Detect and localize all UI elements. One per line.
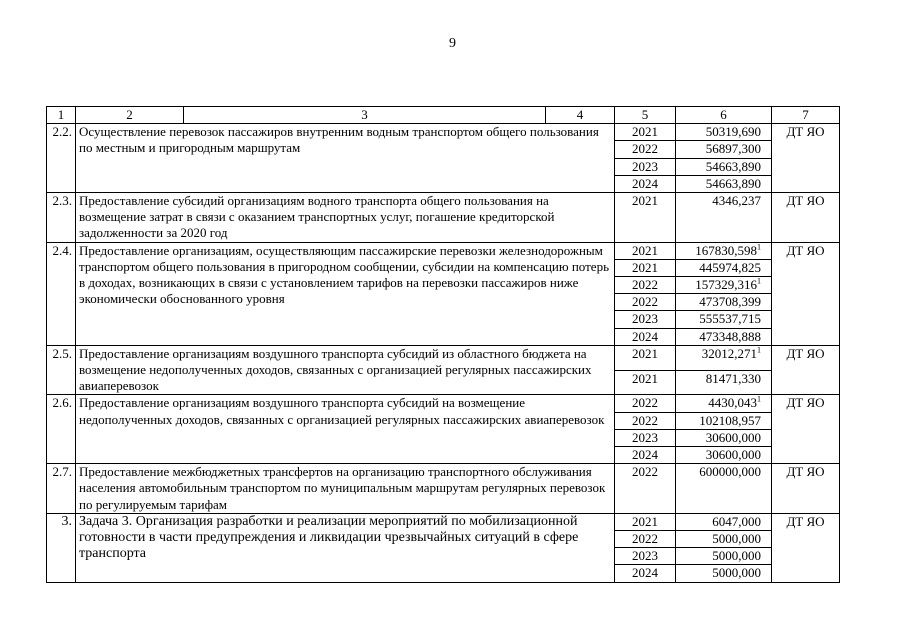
year-cell: 2021 [615,124,676,141]
amount-value: 102108,957 [699,412,761,428]
amount-cell [676,429,772,446]
amount-value: 5000,000 [712,531,761,547]
col-header: 4 [546,107,615,124]
table-row [47,345,840,370]
amount-cell [676,513,772,530]
table-row [47,395,840,412]
amount-cell [676,412,772,429]
row-description: Задача 3. Организация разработки и реализации мероприятий по мобилизационной готовности в части предупреждения и ликвидации чрезвычайных ситуаций в сфере транспорта [76,513,615,582]
amount-value: 4430,043 [708,395,757,411]
year-cell: 2023 [615,548,676,565]
year-cell: 2022 [615,531,676,548]
row-number: 2.6. [47,395,76,464]
table-row [47,124,840,141]
row-description: Осуществление перевозок пассажиров внутренним водным транспортом общего пользования по местным и пригородным маршрутам [76,124,615,193]
table-row [47,513,840,530]
amount-value: 4346,237 [712,193,761,209]
year-cell: 2022 [615,412,676,429]
col-header: 5 [615,107,676,124]
amount-cell [676,548,772,565]
amount-cell [676,565,772,582]
row-number: 2.2. [47,124,76,193]
table-row [47,464,840,514]
footnote-mark: 1 [757,395,761,405]
amount-cell [676,242,772,259]
footnote-mark: 1 [757,242,761,252]
amount-value: 54663,890 [705,175,761,191]
year-cell: 2021 [615,242,676,259]
responsible-org: ДТ ЯО [772,345,840,395]
amount-value: 5000,000 [712,548,761,564]
year-cell: 2022 [615,395,676,412]
amount-value: 30600,000 [705,429,761,445]
col-header: 7 [772,107,840,124]
amount-cell [676,395,772,412]
year-cell: 2022 [615,141,676,158]
col-header: 2 [76,107,184,124]
year-cell: 2024 [615,565,676,582]
amount-value: 50319,690 [705,124,761,140]
amount-cell [676,259,772,276]
col-header: 1 [47,107,76,124]
year-cell: 2022 [615,277,676,294]
footnote-mark: 1 [757,276,761,286]
amount-cell [676,158,772,175]
row-description: Предоставление межбюджетных трансфертов на организацию транспортного обслуживания населения автомобильным транспортом по муниципальным маршрутам регулярных перевозок по регулируемым тарифам [76,464,615,514]
year-cell: 2022 [615,464,676,514]
responsible-org: ДТ ЯО [772,242,840,345]
amount-cell [676,328,772,345]
amount-cell [676,370,772,395]
row-description: Предоставление субсидий организациям водного транспорта общего пользования на возмещение затрат в связи с оказанием транспортных услуг, погашение кредиторской задолженности за 2020 год [76,193,615,243]
amount-cell [676,277,772,294]
amount-value: 81471,330 [705,370,761,386]
header-row [47,107,840,124]
amount-cell [676,175,772,192]
row-description: Предоставление организациям воздушного транспорта субсидий из областного бюджета на возмещение недополученных доходов, связанных с организацией регулярных пассажирских авиаперевозок [76,345,615,395]
row-number: 3. [47,513,76,582]
amount-value: 30600,000 [705,447,761,463]
amount-cell [676,193,772,243]
responsible-org: ДТ ЯО [772,193,840,243]
amount-value: 6047,000 [712,513,761,529]
amount-value: 54663,890 [705,158,761,174]
row-description: Предоставление организациям воздушного транспорта субсидий на возмещение недополученных доходов, связанных с организацией регулярных пассажирских авиаперевозок [76,395,615,464]
year-cell: 2022 [615,294,676,311]
amount-value: 157329,316 [695,277,757,293]
year-cell: 2024 [615,175,676,192]
amount-value: 473348,888 [699,328,761,344]
year-cell: 2023 [615,158,676,175]
year-cell: 2021 [615,370,676,395]
year-cell: 2023 [615,429,676,446]
row-description: Предоставление организациям, осуществляющим пассажирские перевозки железнодорожным транспортом общего пользования в пригородном сообщении, субсидии на компенсацию потерь в доходах, возникающих в связи с установлением тарифов на перевозки пассажиров ниже экономически обоснованного уровня [76,242,615,345]
amount-value: 600000,000 [699,464,761,480]
year-cell: 2021 [615,513,676,530]
row-number: 2.3. [47,193,76,243]
amount-value: 473708,399 [699,294,761,310]
amount-value: 32012,271 [701,345,757,361]
page-number: 9 [449,36,456,51]
year-cell: 2021 [615,345,676,370]
col-header: 6 [676,107,772,124]
amount-value: 167830,598 [695,242,757,258]
row-number: 2.7. [47,464,76,514]
row-number: 2.4. [47,242,76,345]
table-row [47,193,840,243]
footnote-mark: 1 [757,345,761,355]
year-cell: 2024 [615,328,676,345]
amount-value: 555537,715 [699,311,761,327]
amount-value: 445974,825 [699,259,761,275]
amount-value: 5000,000 [712,565,761,581]
row-number: 2.5. [47,345,76,395]
amount-cell [676,464,772,514]
responsible-org: ДТ ЯО [772,513,840,582]
amount-cell [676,311,772,328]
year-cell: 2024 [615,447,676,464]
amount-cell [676,141,772,158]
responsible-org: ДТ ЯО [772,464,840,514]
measures-table [46,106,840,583]
responsible-org: ДТ ЯО [772,395,840,464]
year-cell: 2023 [615,311,676,328]
table-row [47,242,840,259]
amount-cell [676,447,772,464]
responsible-org: ДТ ЯО [772,124,840,193]
year-cell: 2021 [615,193,676,243]
col-header: 3 [184,107,546,124]
amount-cell [676,124,772,141]
amount-cell [676,531,772,548]
amount-cell [676,345,772,370]
amount-cell [676,294,772,311]
year-cell: 2021 [615,259,676,276]
amount-value: 56897,300 [705,141,761,157]
